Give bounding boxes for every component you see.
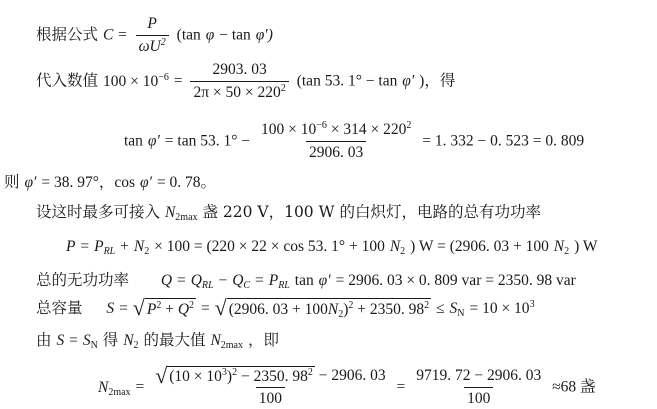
equals-sign: = [255, 272, 264, 289]
subscript: RL [201, 280, 214, 291]
cos-value: = 0. 78。 [156, 174, 217, 191]
reactive-power-label: 总的无功功率 [36, 271, 130, 289]
q-c-symbol [232, 272, 250, 289]
equals-sign: = [200, 300, 210, 317]
reactive-power-value: = 2906. 03 × 0. 809 var = 2350. 98 var [335, 272, 576, 289]
phi-symbol: φ [205, 26, 215, 44]
sqrt-icon: √ [214, 295, 227, 320]
exponent: 2 [280, 83, 286, 94]
formula-line-1 [36, 14, 273, 57]
then-label: 则 [4, 173, 20, 191]
n2max-symbol [98, 379, 131, 396]
p-letter: P [94, 238, 104, 255]
n2-symbol [554, 238, 569, 255]
equals-sign: = [69, 332, 78, 349]
numerator-a: 100 × 10 [260, 121, 317, 138]
max-value-label: 的最大值 [143, 331, 206, 349]
plus-sign: + [120, 238, 129, 255]
tan-label: tan [294, 272, 314, 289]
subscript: 2 [133, 340, 139, 351]
subscript: 2 [144, 246, 150, 257]
capacity-value [469, 300, 534, 317]
subscript: 2max [108, 386, 131, 398]
plus-sign: + [165, 301, 174, 318]
formula-line-4 [4, 172, 216, 193]
formula-line-8 [36, 295, 535, 320]
equals-sign: = [119, 300, 128, 317]
n-letter: N [164, 204, 176, 221]
n-letter: N [210, 332, 221, 349]
subscript: N [457, 308, 465, 319]
exponent: 2 [348, 300, 354, 311]
tail-text: )，得 [419, 72, 456, 90]
assume-text: 设这时最多可接入 [36, 203, 161, 221]
angle-value: = 38. 97°，cos [41, 174, 136, 191]
subscript: 2 [564, 246, 570, 257]
phi-prime-symbol: φ′ [147, 132, 160, 150]
get-label: 得 [102, 331, 119, 349]
sqrt-p2-q2 [132, 295, 196, 320]
fraction-substituted [190, 60, 288, 103]
n-letter: N [327, 301, 339, 318]
namely-label: ，即 [247, 331, 279, 349]
lhs-value [103, 73, 169, 90]
equals-sign: = [177, 272, 186, 289]
q-letter: Q [190, 272, 202, 289]
formula-line-6 [66, 236, 597, 257]
fraction-p-over-wu2 [136, 14, 169, 57]
p-symbol: P [66, 238, 76, 255]
n-letter: N [133, 238, 145, 255]
tan-53-term: = tan 53. 1° − [164, 132, 251, 150]
n-letter: N [123, 332, 134, 349]
fraction-denominator: 2906. 03 [306, 141, 366, 163]
q-letter: Q [177, 301, 190, 318]
n-letter: N [553, 238, 565, 255]
exponent: 2 [424, 300, 430, 311]
subscript: 2max [220, 340, 243, 351]
formula-line-9 [36, 330, 279, 351]
from-label: 由 [36, 331, 52, 349]
q-letter: Q [232, 272, 244, 289]
exponent: −6 [158, 71, 169, 83]
power-expression-a: × 100 = (220 × 22 × cos 53. 1° + 100 [154, 238, 385, 255]
radicand-a: (10 × 10 [169, 368, 222, 386]
phi-prime-symbol: φ′ [24, 174, 37, 191]
sqrt-expanded [214, 295, 432, 320]
omega-symbol: ω [138, 38, 150, 55]
radicand [145, 298, 196, 320]
label-substitute: 代入数值 [36, 71, 99, 90]
formula-line-2 [36, 60, 455, 103]
numerator-tail: − 2906. 03 [318, 367, 386, 384]
exponent: 2 [189, 300, 195, 311]
radicand [167, 366, 315, 386]
voltage-symbol: U [149, 38, 161, 55]
exponent: 2 [232, 367, 238, 379]
denominator-base: 2π × 50 × 220 [193, 84, 281, 101]
tan-term-b: − tan [219, 26, 251, 44]
subscript: RL [278, 280, 290, 291]
n2-symbol [123, 332, 138, 349]
power-unit: ) W [574, 238, 598, 255]
final-result: ≈68 盏 [552, 378, 596, 396]
fraction-denominator [136, 35, 169, 57]
q-symbol: Q [160, 272, 173, 289]
fraction-denominator [190, 81, 288, 103]
sqrt-expression [155, 363, 315, 389]
fraction-numerator: P [147, 15, 157, 32]
equals-sign: = [135, 378, 145, 396]
p-rl-symbol [94, 238, 115, 255]
paren-close: ) [226, 368, 233, 386]
formula-line-7 [36, 270, 576, 291]
capacity-base: = 10 × 10 [469, 300, 530, 317]
s-letter: S [82, 332, 91, 349]
exponent: 2 [406, 120, 412, 131]
fraction-result [413, 366, 544, 409]
n2-symbol [390, 238, 405, 255]
phi-prime-symbol: φ′ [318, 272, 331, 289]
sqrt-icon: √ [132, 295, 145, 320]
numerator-b: × 314 × 220 [330, 121, 407, 138]
lhs-base: 100 × 10 [102, 72, 159, 90]
radicand-c: − 2350. 98 [240, 368, 308, 386]
sqrt-icon: √ [155, 363, 168, 389]
label-formula: 根据公式 [36, 25, 99, 44]
exponent: 2 [160, 37, 166, 48]
formula-line-10 [98, 363, 596, 409]
subscript: C [243, 280, 251, 291]
n-symbol [165, 204, 198, 221]
subscript: RL [103, 246, 116, 257]
phi-prime-symbol: φ′ [140, 174, 152, 191]
paren-close: ) [343, 301, 349, 318]
equals-sign: = [396, 378, 406, 396]
s-letter: S [449, 300, 458, 317]
tan-label: tan [124, 132, 143, 150]
s-symbol: S [56, 332, 65, 349]
fraction-n2max [152, 363, 388, 409]
subscript: N [90, 340, 98, 351]
subscript: 2 [400, 246, 406, 257]
radicand-c: + 2350. 98 [357, 301, 425, 318]
minus-sign: − [218, 272, 228, 289]
q-rl-symbol [191, 272, 214, 289]
fraction-denominator: 100 [256, 387, 285, 409]
equals-sign: = [80, 238, 90, 255]
s-n-symbol [450, 300, 465, 317]
tan-term-a: (tan [176, 26, 201, 44]
subscript: 2 [338, 309, 344, 320]
n2max-symbol [210, 332, 243, 349]
capacitance-symbol: C = [102, 26, 128, 44]
leq-sign: ≤ [436, 300, 445, 317]
p-letter: P [268, 272, 279, 289]
s-n-symbol [83, 332, 98, 349]
phi-prime-symbol: φ′ [402, 72, 415, 90]
radicand [227, 298, 431, 320]
p-rl-symbol [269, 272, 290, 289]
n-letter: N [389, 238, 401, 255]
fraction-numerator: 9719. 72 − 2906. 03 [416, 367, 542, 385]
lamp-description: 盏 220 V，100 W 的白炽灯，电路的总有功功率 [202, 203, 541, 221]
radicand-a: (2906. 03 + 100 [228, 301, 328, 318]
exponent: 3 [221, 367, 227, 379]
p-letter: P [146, 301, 157, 318]
fraction-tan-calc [258, 120, 414, 163]
exponent: 3 [529, 299, 535, 310]
subscript: 2max [175, 212, 198, 223]
equals-sign: = [173, 72, 183, 90]
exponent: −6 [316, 120, 327, 131]
formula-line-3 [124, 120, 584, 163]
exponent: 2 [156, 300, 162, 311]
phi-prime-symbol: φ′) [255, 26, 273, 44]
exponent: 2 [307, 367, 313, 379]
total-capacity-label: 总容量 [36, 299, 83, 317]
fraction-numerator: 2903. 03 [212, 61, 267, 78]
fraction-denominator: 100 [464, 387, 493, 409]
fraction-numerator [152, 363, 388, 389]
formula-line-5 [36, 202, 541, 223]
result-text: = 1. 332 − 0. 523 = 0. 809 [422, 132, 585, 150]
fraction-numerator [258, 120, 414, 141]
n-letter: N [98, 378, 109, 396]
n2-symbol [134, 238, 149, 255]
s-symbol: S [106, 300, 115, 317]
tan-term-a: (tan 53. 1° − tan [296, 72, 398, 90]
power-expression-b: ) W = (2906. 03 + 100 [410, 238, 549, 255]
